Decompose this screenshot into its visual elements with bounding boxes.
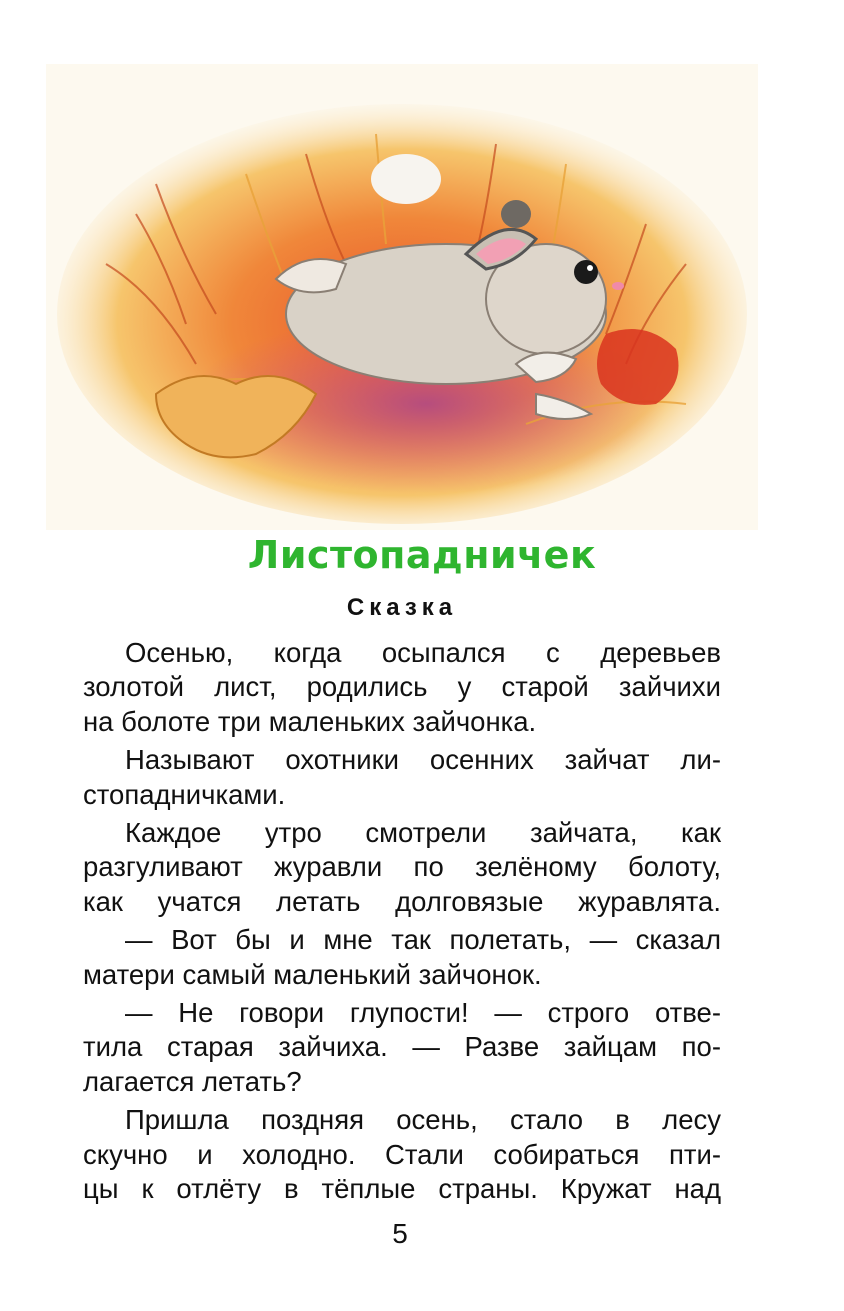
story-text [83,636,721,1211]
hare-illustration [46,64,758,530]
text-line: тила старая зайчиха. — Разве зайцам по- [83,1031,721,1063]
text-line: — Вот бы и мне так полетать, — сказал [125,924,721,956]
text-line: — Не говори глупости! — строго отве- [125,997,721,1029]
paragraph [83,816,721,919]
paragraph [83,743,721,812]
text-line: Пришла поздняя осень, стало в лесу [125,1104,721,1136]
paragraph [83,923,721,992]
text-line: лагается летать? [83,1065,302,1097]
text-line: как учатся летать долговязые журавлята. [83,885,721,917]
text-line: на болоте три маленьких зайчонка. [83,705,537,737]
text-line: цы к отлёту в тёплые страны. Кружат над [83,1173,721,1205]
story-title: Листопадничек [247,533,597,577]
text-line: разгуливают журавли по зелёному болоту, [83,851,721,883]
paragraph [83,636,721,739]
story-subtitle: Сказка [346,594,458,621]
text-line: матери самый маленький зайчонок. [83,958,542,990]
page-number: 5 [392,1218,408,1249]
text-line: золотой лист, родились у старой зайчихи [83,671,721,703]
paragraph [83,1103,721,1206]
text-line: Называют охотники осенних зайчат ли- [125,744,721,776]
text-line: скучно и холодно. Стали собираться пти- [83,1138,721,1170]
text-line: Каждое утро смотрели зайчата, как [125,817,721,849]
text-line: стопадничками. [83,778,286,810]
text-line: Осенью, когда осыпался с деревьев [125,637,721,668]
paragraph [83,996,721,1099]
